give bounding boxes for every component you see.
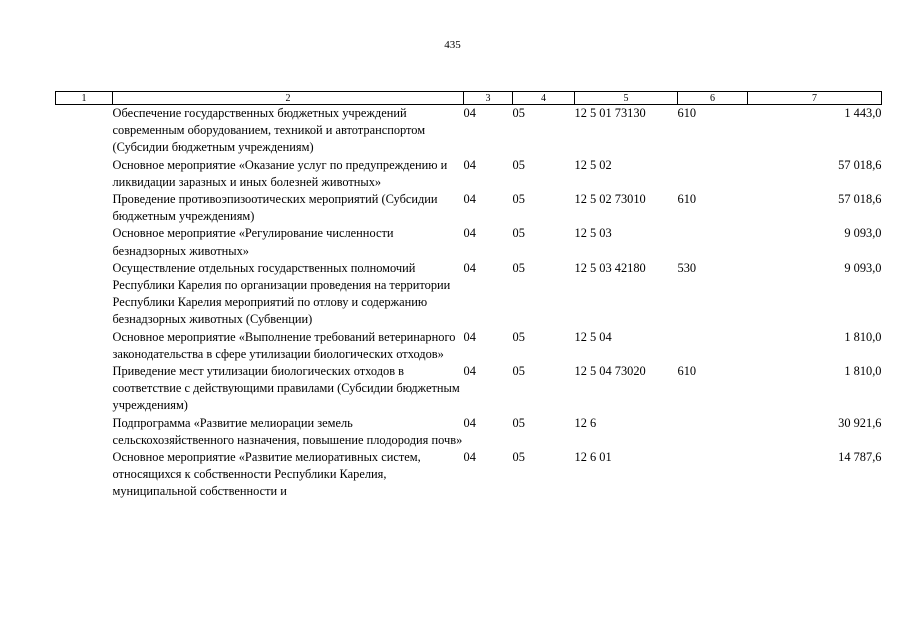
item-name: Основное мероприятие «Регулирование численности безнадзорных животных» [112,226,394,258]
section-code: 04 [463,260,476,275]
column-number-3: 3 [464,92,513,105]
target-article-code: 12 6 [574,415,597,430]
amount: 57 018,6 [838,157,882,172]
table-row [56,363,882,415]
row-number-cell [56,449,113,501]
subsection-code: 05 [512,450,525,465]
column-number-row [56,92,882,105]
table-row [56,105,882,157]
target-article-code: 12 5 03 [574,226,612,241]
row-number-cell [56,260,113,329]
column-number-4: 4 [513,92,575,105]
amount: 1 810,0 [844,364,882,379]
page-number: 435 [444,39,461,51]
expense-type-code: 530 [677,260,697,275]
table-row [56,449,882,501]
target-article-code: 12 5 02 [574,157,612,172]
row-number-cell [56,415,113,449]
subsection-code: 05 [512,260,525,275]
table-row [56,157,882,191]
section-code: 04 [463,415,476,430]
target-article-code: 12 5 04 73020 [574,364,646,379]
section-code: 04 [463,157,476,172]
column-number-2: 2 [113,92,464,105]
amount: 9 093,0 [844,260,882,275]
table-row [56,191,882,225]
expense-type-code [678,329,748,363]
row-number-cell [56,105,113,157]
amount: 9 093,0 [844,226,882,241]
subsection-code: 05 [512,106,525,120]
target-article-code: 12 5 01 73130 [574,106,646,120]
column-number-7: 7 [748,92,882,105]
amount: 1 810,0 [844,329,882,344]
item-name: Приведение мест утилизации биологических отходов в соответствие с действующими правилами (Субсидии бюджетным учреждениям) [112,364,460,413]
table-row [56,329,882,363]
amount: 1 443,0 [844,106,882,120]
row-number-cell [56,191,113,225]
item-name: Основное мероприятие «Развитие мелиоративных систем, относящихся к собственности Республики Карелия, муниципальной собственности и [112,450,421,499]
row-number-cell [56,157,113,191]
expense-type-code [678,157,748,191]
column-number-6: 6 [678,92,748,105]
subsection-code: 05 [512,329,525,344]
expense-type-code: 610 [677,364,697,379]
expense-type-code [678,225,748,259]
item-name: Основное мероприятие «Оказание услуг по предупреждению и ликвидации заразных и иных болезней животных» [112,157,448,189]
section-code: 04 [463,192,476,207]
item-name: Осуществление отдельных государственных полномочий Республики Карелия по организации проведения на территории Республики Карелия мероприятий по отлову и содержанию безнадзорных животных (Субвенции) [112,260,451,327]
section-code: 04 [463,450,476,465]
item-name: Основное мероприятие «Выполнение требований ветеринарного законодательства в сфере утилизации биологических отходов» [112,329,456,361]
subsection-code: 05 [512,157,525,172]
target-article-code: 12 6 01 [574,450,612,465]
item-name: Обеспечение государственных бюджетных учреждений современным оборудованием, техникой и автотранспортом (Субсидии бюджетным учреждениям) [112,106,426,155]
column-number-1: 1 [56,92,113,105]
amount: 57 018,6 [838,192,882,207]
row-number-cell [56,363,113,415]
subsection-code: 05 [512,226,525,241]
subsection-code: 05 [512,415,525,430]
row-number-cell [56,329,113,363]
budget-table [55,91,882,501]
expense-type-code: 610 [677,192,697,207]
table-row [56,260,882,329]
item-name: Проведение противоэпизоотических мероприятий (Субсидии бюджетным учреждениям) [112,192,438,224]
row-number-cell [56,225,113,259]
target-article-code: 12 5 04 [574,329,612,344]
section-code: 04 [463,106,476,120]
expense-type-code [678,415,748,449]
amount: 14 787,6 [838,450,882,465]
subsection-code: 05 [512,192,525,207]
target-article-code: 12 5 02 73010 [574,192,646,207]
amount: 30 921,6 [838,415,882,430]
item-name: Подпрограмма «Развитие мелиорации земель сельскохозяйственного назначения, повышение плодородия почв» [112,415,463,447]
target-article-code: 12 5 03 42180 [574,260,646,275]
column-number-5: 5 [575,92,678,105]
table-row [56,225,882,259]
section-code: 04 [463,226,476,241]
expense-type-code [678,449,748,501]
table-row [56,415,882,449]
section-code: 04 [463,329,476,344]
expense-type-code: 610 [677,106,697,120]
section-code: 04 [463,364,476,379]
subsection-code: 05 [512,364,525,379]
